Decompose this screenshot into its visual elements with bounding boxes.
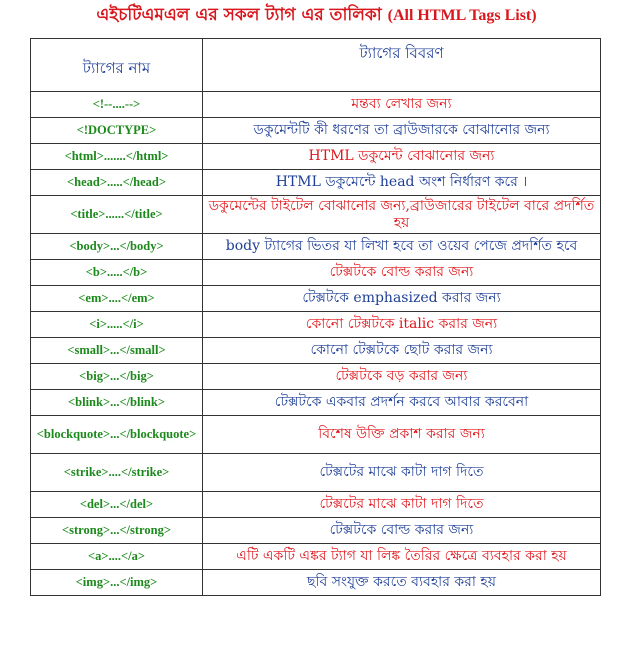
table-row xyxy=(31,544,601,570)
tag-name-cell: <strike>....</strike> xyxy=(31,454,203,492)
tag-description-cell: টেক্সটকে বোল্ড করার জন্য xyxy=(203,518,601,544)
tag-description-cell: মন্তব্য লেখার জন্য xyxy=(203,92,601,118)
tag-name-cell: <!DOCTYPE> xyxy=(31,118,203,144)
tag-description-cell: body ট্যাগের ভিতর যা লিখা হবে তা ওয়েব পেজে প্রদর্শিত হবে xyxy=(203,234,601,260)
tag-name-cell: <small>...</small> xyxy=(31,338,203,364)
tag-description-cell: টেক্সটকে একবার প্রদর্শন করবে আবার করবেনা xyxy=(203,390,601,416)
tag-name-cell: <i>.....</i> xyxy=(31,312,203,338)
tag-description-cell: এটি একটি এঙ্কর ট্যাগ যা লিঙ্ক তৈরির ক্ষেত্রে ব্যবহার করা হয় xyxy=(203,544,601,570)
table-row xyxy=(31,454,601,492)
tag-name-cell: <!--....--> xyxy=(31,92,203,118)
tag-name-cell: <em>....</em> xyxy=(31,286,203,312)
table-row xyxy=(31,312,601,338)
html-tags-table xyxy=(30,38,601,596)
tag-description-cell: কোনো টেক্সটকে italic করার জন্য xyxy=(203,312,601,338)
tag-name-cell: <strong>...</strong> xyxy=(31,518,203,544)
table-row xyxy=(31,118,601,144)
table-row xyxy=(31,170,601,196)
table-row xyxy=(31,518,601,544)
table-row xyxy=(31,492,601,518)
tag-name-cell: <body>...</body> xyxy=(31,234,203,260)
table-row xyxy=(31,286,601,312)
tag-name-cell: <a>....</a> xyxy=(31,544,203,570)
tag-name-cell: <title>......</title> xyxy=(31,196,203,234)
tag-name-cell: <img>...</img> xyxy=(31,570,203,596)
tag-description-cell: টেক্সটের মাঝে কাটা দাগ দিতে xyxy=(203,492,601,518)
tag-description-cell: HTML ডকুমেন্টে head অংশ নির্ধারণ করে । xyxy=(203,170,601,196)
tag-description-cell: বিশেষ উক্তি প্রকাশ করার জন্য xyxy=(203,416,601,454)
table-row xyxy=(31,416,601,454)
tag-name-cell: <b>.....</b> xyxy=(31,260,203,286)
tag-description-cell: টেক্সটকে বোল্ড করার জন্য xyxy=(203,260,601,286)
tag-description-cell: ডকুমেন্টটি কী ধরণের তা ব্রাউজারকে বোঝানোর জন্য xyxy=(203,118,601,144)
page-title-english: (All HTML Tags List) xyxy=(387,7,537,24)
table-row xyxy=(31,364,601,390)
table-row xyxy=(31,390,601,416)
tag-name-cell: <big>...</big> xyxy=(31,364,203,390)
tag-description-cell: HTML ডকুমেন্ট বোঝানোর জন্য xyxy=(203,144,601,170)
tag-name-cell: <head>.....</head> xyxy=(31,170,203,196)
tag-description-cell: ডকুমেন্টের টাইটেল বোঝানোর জন্য,ব্রাউজারের টাইটেল বারে প্রদর্শিত হয় xyxy=(203,196,601,234)
table-row xyxy=(31,570,601,596)
table-row xyxy=(31,234,601,260)
table-row xyxy=(31,260,601,286)
table-row xyxy=(31,144,601,170)
table-row xyxy=(31,92,601,118)
tag-name-cell: <html>.......</html> xyxy=(31,144,203,170)
tag-name-cell: <blink>...</blink> xyxy=(31,390,203,416)
tag-description-cell: টেক্সটকে emphasized করার জন্য xyxy=(203,286,601,312)
page-title-bengali: এইচটিএমএল এর সকল ট্যাগ এর তালিকা xyxy=(96,5,382,25)
tag-description-cell: টেক্সটকে বড় করার জন্য xyxy=(203,364,601,390)
tag-name-cell: <blockquote>...</blockquote> xyxy=(31,416,203,454)
table-row xyxy=(31,196,601,234)
table-row xyxy=(31,338,601,364)
header-tag-description: ট্যাগের বিবরণ xyxy=(203,39,601,92)
tag-name-cell: <del>...</del> xyxy=(31,492,203,518)
table-header-row xyxy=(31,39,601,92)
tag-description-cell: ছবি সংযুক্ত করতে ব্যবহার করা হয় xyxy=(203,570,601,596)
tag-description-cell: টেক্সটের মাঝে কাটা দাগ দিতে xyxy=(203,454,601,492)
header-tag-name: ট্যাগের নাম xyxy=(31,39,203,92)
page-title xyxy=(0,4,633,27)
tag-description-cell: কোনো টেক্সটকে ছোট করার জন্য xyxy=(203,338,601,364)
